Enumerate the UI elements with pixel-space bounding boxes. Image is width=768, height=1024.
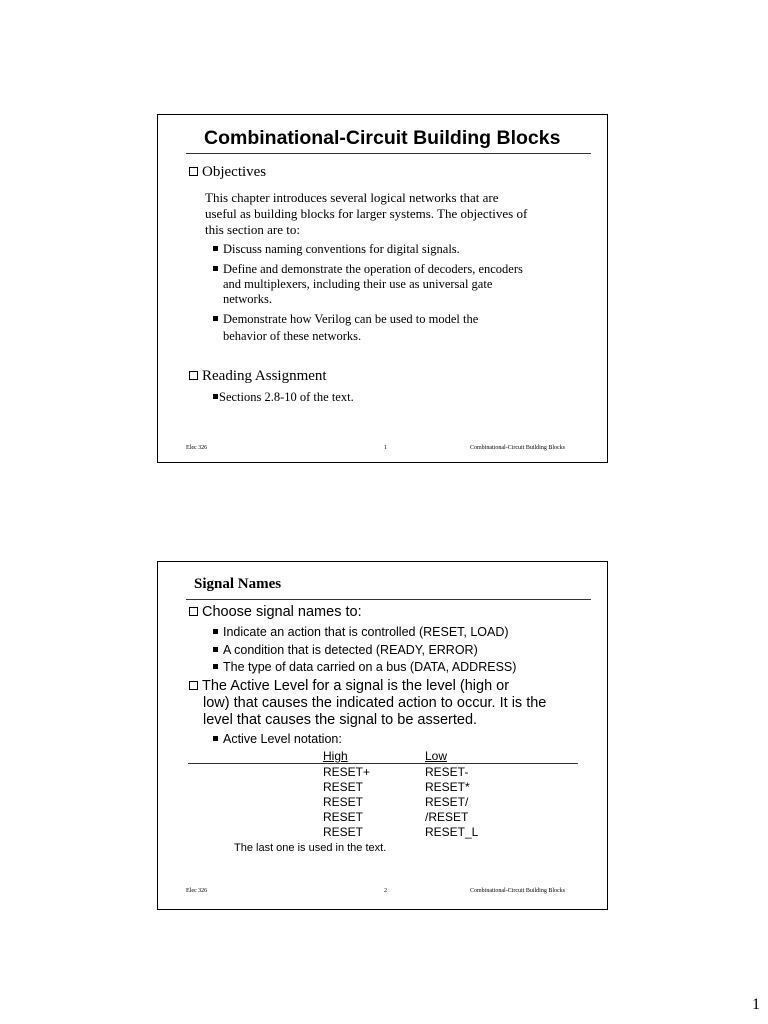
- table-header-high: High: [323, 749, 348, 763]
- list-item-cont: and multiplexers, including their use as universal gate: [223, 277, 493, 291]
- slide-2-title: Signal Names: [194, 576, 282, 592]
- table-cell: RESET: [323, 825, 364, 839]
- active-level-line: level that causes the signal to be asserted.: [203, 712, 478, 728]
- list-item: Indicate an action that is controlled (RESET, LOAD): [213, 625, 509, 639]
- footer-center: 1: [384, 445, 387, 451]
- table-header-low: Low: [425, 749, 448, 763]
- active-level-line: low) that causes the indicated action to occur. It is the: [203, 695, 547, 711]
- bullet-icon: [213, 629, 218, 634]
- list-item: Active Level notation:: [213, 732, 342, 746]
- list-item-cont: networks.: [223, 292, 272, 306]
- table-cell: RESET/: [425, 795, 469, 809]
- objectives-heading: Objectives: [189, 164, 266, 181]
- bullet-icon: [213, 647, 218, 652]
- table-cell: /RESET: [425, 810, 469, 824]
- list-item: A condition that is detected (READY, ERROR): [213, 643, 478, 657]
- table-cell: RESET: [323, 795, 364, 809]
- title-rule: [186, 153, 591, 154]
- bullet-icon: [213, 664, 218, 669]
- choose-heading: Choose signal names to:: [189, 604, 362, 620]
- table-cell: RESET_L: [425, 825, 479, 839]
- page-number: 1: [752, 996, 760, 1013]
- intro-line: this section are to:: [205, 222, 300, 237]
- table-cell: RESET: [323, 780, 364, 794]
- bullet-icon: [213, 246, 218, 251]
- list-item-cont: behavior of these networks.: [223, 329, 362, 343]
- table-cell: RESET: [323, 810, 364, 824]
- slide-1: [157, 114, 608, 463]
- reading-heading: Reading Assignment: [189, 368, 327, 385]
- table-rule: [188, 763, 578, 764]
- active-level-line: The Active Level for a signal is the level (high or: [189, 678, 509, 694]
- footer-left: Elec 326: [186, 888, 208, 894]
- footer-center: 2: [384, 888, 387, 894]
- list-item: Discuss naming conventions for digital signals.: [213, 242, 460, 257]
- list-item: Demonstrate how Verilog can be used to model the: [213, 312, 478, 327]
- intro-line: useful as building blocks for larger systems. The objectives of: [205, 206, 528, 221]
- bullet-icon: [213, 266, 218, 271]
- table-cell: RESET+: [323, 765, 371, 779]
- checkbox-icon: [189, 371, 198, 380]
- table-note: The last one is used in the text.: [234, 842, 387, 854]
- table-cell: RESET*: [425, 780, 470, 794]
- checkbox-icon: [189, 607, 198, 616]
- checkbox-icon: [189, 681, 198, 690]
- footer-left: Elec 326: [186, 445, 208, 451]
- footer-right: Combinational-Circuit Building Blocks: [470, 445, 565, 451]
- bullet-icon: [213, 394, 218, 399]
- intro-line: This chapter introduces several logical networks that are: [205, 190, 499, 205]
- bullet-icon: [213, 316, 218, 321]
- slide-1-title: Combinational-Circuit Building Blocks: [204, 127, 561, 149]
- table-cell: RESET-: [425, 765, 469, 779]
- list-item: Define and demonstrate the operation of decoders, encoders: [213, 262, 523, 277]
- bullet-icon: [213, 736, 218, 741]
- title-rule: [186, 599, 591, 600]
- slide-2: [157, 561, 608, 910]
- checkbox-icon: [189, 167, 198, 176]
- list-item: The type of data carried on a bus (DATA, ADDRESS): [213, 660, 516, 674]
- reading-item: Sections 2.8-10 of the text.: [213, 390, 354, 405]
- footer-right: Combinational-Circuit Building Blocks: [470, 888, 565, 894]
